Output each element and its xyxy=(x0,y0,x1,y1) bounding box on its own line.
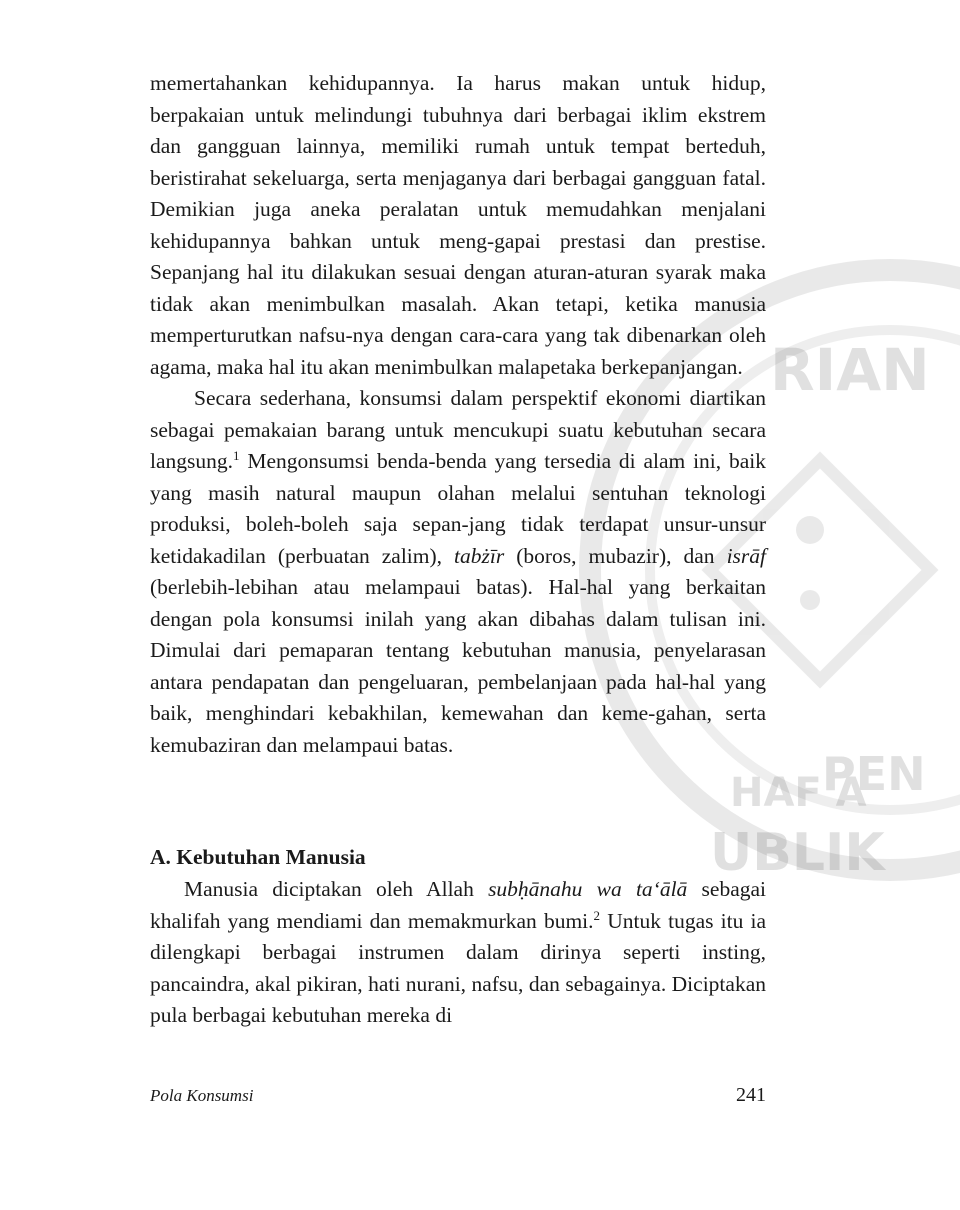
term-subhanahu: subḥānahu wa ta‘ālā xyxy=(488,877,688,901)
paragraph-2-text: (berlebih-lebihan atau melampaui batas). Hal-hal yang berkaitan dengan pola konsumsi inilah yang akan dibahas dalam tulisan ini. Dimulai dari pemaparan tentang kebutuhan manusia, penyelarasan antara pendapatan dan pengeluaran, pembelanjaan pada hal-hal yang baik, menghindari kebakhilan, kemewahan dan keme-gahan, serta kemubaziran dan melampaui batas. xyxy=(150,575,766,757)
watermark-text-1: RIAN xyxy=(770,336,930,404)
watermark-text-2: PEN xyxy=(822,747,926,801)
watermark-text-3: HAF A xyxy=(730,770,867,816)
section-heading: A. Kebutuhan Manusia xyxy=(150,845,366,869)
paragraph-3 xyxy=(150,874,766,1032)
page-footer xyxy=(150,1084,766,1107)
page-number: 241 xyxy=(736,1084,766,1106)
paragraph-2-text: (boros, mubazir), dan xyxy=(504,543,727,568)
footnote-ref-2[interactable]: 2 xyxy=(593,907,601,923)
paragraph-2 xyxy=(150,383,766,761)
running-title: Pola Konsumsi xyxy=(150,1086,254,1105)
body-text xyxy=(150,68,766,761)
footnote-ref-1[interactable]: 1 xyxy=(233,447,240,463)
paragraph-3-text: sebagai khalifah yang mendiami dan memakmurkan bumi. xyxy=(150,877,766,933)
body-text-section-a xyxy=(150,874,766,1032)
term-israf: isrāf xyxy=(726,543,766,568)
term-tabzir: tabżīr xyxy=(454,543,505,568)
paragraph-3-text: Untuk tugas itu ia dilengkapi berbagai instrumen dalam dirinya seperti insting, pancaindra, akal pikiran, hati nurani, nafsu, dan sebagainya. Diciptakan pula berbagai kebutuhan mereka di xyxy=(150,908,766,1027)
watermark-text-4: UBLIK xyxy=(710,823,885,883)
paragraph-1: memertahankan kehidupannya. Ia harus makan untuk hidup, berpakaian untuk melindungi tubuhnya dari berbagai iklim ekstrem dan gangguan lainnya, memiliki rumah untuk tempat berteduh, beristirahat sekeluarga, serta menjaganya dari berbagai gangguan fatal. Demikian juga aneka peralatan untuk memudahkan menjalani kehidupannya bahkan untuk meng-gapai prestasi dan prestise. Sepanjang hal itu dilakukan sesuai dengan aturan-aturan syarak maka tidak akan menimbulkan masalah. Akan tetapi, ketika manusia memperturutkan nafsu-nya dengan cara-cara yang tak dibenarkan oleh agama, maka hal itu akan menimbulkan malapetaka berkepanjangan. xyxy=(150,71,766,379)
paragraph-2-text: Mengonsumsi benda-benda yang tersedia di alam ini, baik yang masih natural maupun olahan melalui sentuhan teknologi produksi, boleh-boleh saja sepan-jang tidak terdapat unsur-unsur ketidakadilan (perbuatan zalim), xyxy=(150,449,766,568)
paragraph-2-text: Secara sederhana, konsumsi dalam perspektif ekonomi diartikan sebagai pemakaian barang untuk mencukupi suatu kebutuhan secara langsung. xyxy=(150,386,766,473)
paragraph-3-text: Manusia diciptakan oleh Allah xyxy=(184,877,489,901)
